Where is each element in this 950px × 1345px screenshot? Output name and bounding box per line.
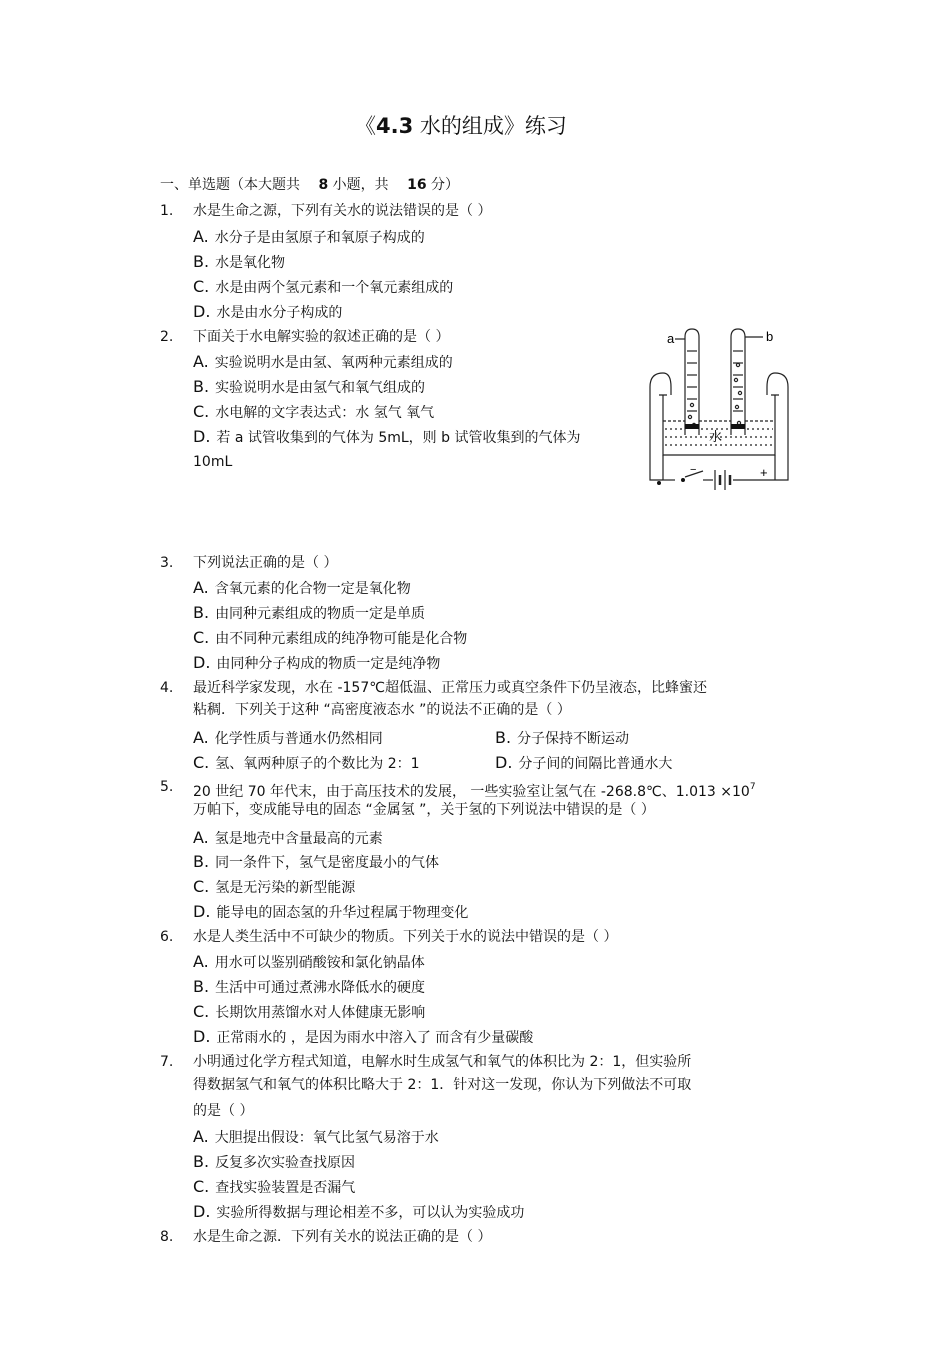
electrolysis-apparatus-figure — [645, 325, 795, 505]
option[interactable]: C. 氢是无污染的新型能源 — [193, 877, 356, 896]
option[interactable]: A. 实验说明水是由氢、氧两种元素组成的 — [193, 352, 453, 371]
option[interactable]: A. 含氧元素的化合物一定是氧化物 — [193, 578, 411, 597]
question-stem: 小明通过化学方程式知道，电解水时生成氢气和氧气的体积比为 2：1，但实验所 — [193, 1054, 692, 1070]
label-minus: − — [690, 464, 697, 476]
question-stem: 水是生命之源，下列有关水的说法错误的是（ ） — [193, 203, 492, 219]
question-stem-line2: 粘稠．下列关于这种 “高密度液态水 ”的说法不正确的是（ ） — [193, 702, 571, 718]
option[interactable]: B. 水是氧化物 — [193, 252, 286, 271]
label-b: b — [766, 329, 774, 344]
question-stem: 最近科学家发现，水在 -157℃超低温、正常压力或真空条件下仍呈液态，比蜂蜜还 — [193, 680, 707, 696]
option[interactable]: C. 水是由两个氢元素和一个氧元素组成的 — [193, 277, 454, 296]
question-stem-line2: 万帕下，变成能导电的固态 “金属氢 ”，关于氢的下列说法中错误的是（ ） — [193, 802, 655, 818]
option[interactable]: A. 化学性质与普通水仍然相同 — [193, 728, 383, 747]
question-stem-line2: 得数据氢气和氧气的体积比略大于 2：1．针对这一发现，你认为下列做法不可取 — [193, 1077, 692, 1093]
option[interactable]: D. 能导电的固态氢的升华过程属于物理变化 — [193, 902, 469, 921]
title-number: 4.3 — [376, 114, 414, 138]
question-number: 5. — [160, 779, 174, 795]
option[interactable]: B. 实验说明水是由氢气和氧气组成的 — [193, 377, 426, 396]
option[interactable]: C. 氢、氧两种原子的个数比为 2：1 — [193, 753, 420, 772]
question-stem: 水是人类生活中不可缺少的物质。下列关于水的说法中错误的是（ ） — [193, 929, 618, 945]
option[interactable]: B. 分子保持不断运动 — [495, 728, 630, 747]
question-number: 3. — [160, 555, 174, 571]
question-stem: 水是生命之源．下列有关水的说法正确的是（ ） — [193, 1229, 492, 1245]
page-title: 《4.3 水的组成》练习 — [355, 114, 567, 138]
question-number: 2. — [160, 329, 174, 345]
question-number: 8. — [160, 1229, 174, 1245]
option[interactable]: A. 用水可以鉴别硝酸铵和氯化钠晶体 — [193, 952, 425, 971]
option[interactable]: D. 由同种分子构成的物质一定是纯净物 — [193, 653, 441, 672]
label-water: 水 — [709, 430, 723, 445]
option[interactable]: C. 由不同种元素组成的纯净物可能是化合物 — [193, 628, 468, 647]
section-header: 一、单选题（本大题共 8 小题，共 16 分） — [160, 177, 460, 193]
option[interactable]: D. 水是由水分子构成的 — [193, 302, 343, 321]
question-stem: 下面关于水电解实验的叙述正确的是（ ） — [193, 329, 450, 345]
question-number: 6. — [160, 929, 174, 945]
question-stem-line3: 的是（ ） — [193, 1103, 254, 1119]
option[interactable]: B. 反复多次实验查找原因 — [193, 1152, 356, 1171]
question-number: 1. — [160, 203, 174, 219]
option[interactable]: D. 正常雨水的 ，是因为雨水中溶入了 而含有少量碳酸 — [193, 1027, 534, 1046]
option[interactable]: B. 生活中可通过煮沸水降低水的硬度 — [193, 977, 426, 996]
question-number: 4. — [160, 680, 174, 696]
option-continuation: 10mL — [193, 454, 233, 470]
option[interactable]: A. 水分子是由氢原子和氧原子构成的 — [193, 227, 425, 246]
question-stem: 下列说法正确的是（ ） — [193, 555, 338, 571]
option[interactable]: D. 实验所得数据与理论相差不多，可以认为实验成功 — [193, 1202, 525, 1221]
label-a: a — [667, 331, 675, 346]
question-stem: 20 世纪 70 年代末，由于高压技术的发展， 一些实验室让氢气在 -268.8℃、$1.013 \times 10^7$ — [193, 782, 756, 800]
question-number: 7. — [160, 1054, 174, 1070]
option[interactable]: D. 若 a 试管收集到的气体为 5mL，则 b 试管收集到的气体为 — [193, 427, 581, 446]
option[interactable]: C. 水电解的文字表达式：水 氢气 氧气 — [193, 402, 435, 421]
option[interactable]: B. 同一条件下，氢气是密度最小的气体 — [193, 852, 440, 871]
option[interactable]: C. 长期饮用蒸馏水对人体健康无影响 — [193, 1002, 426, 1021]
option[interactable]: A. 大胆提出假设：氧气比氢气易溶于水 — [193, 1127, 439, 1146]
option[interactable]: A. 氢是地壳中含量最高的元素 — [193, 828, 383, 847]
option[interactable]: B. 由同种元素组成的物质一定是单质 — [193, 603, 426, 622]
option[interactable]: C. 查找实验装置是否漏气 — [193, 1177, 356, 1196]
label-plus: + — [760, 465, 768, 480]
option[interactable]: D. 分子间的间隔比普通水大 — [495, 753, 673, 772]
